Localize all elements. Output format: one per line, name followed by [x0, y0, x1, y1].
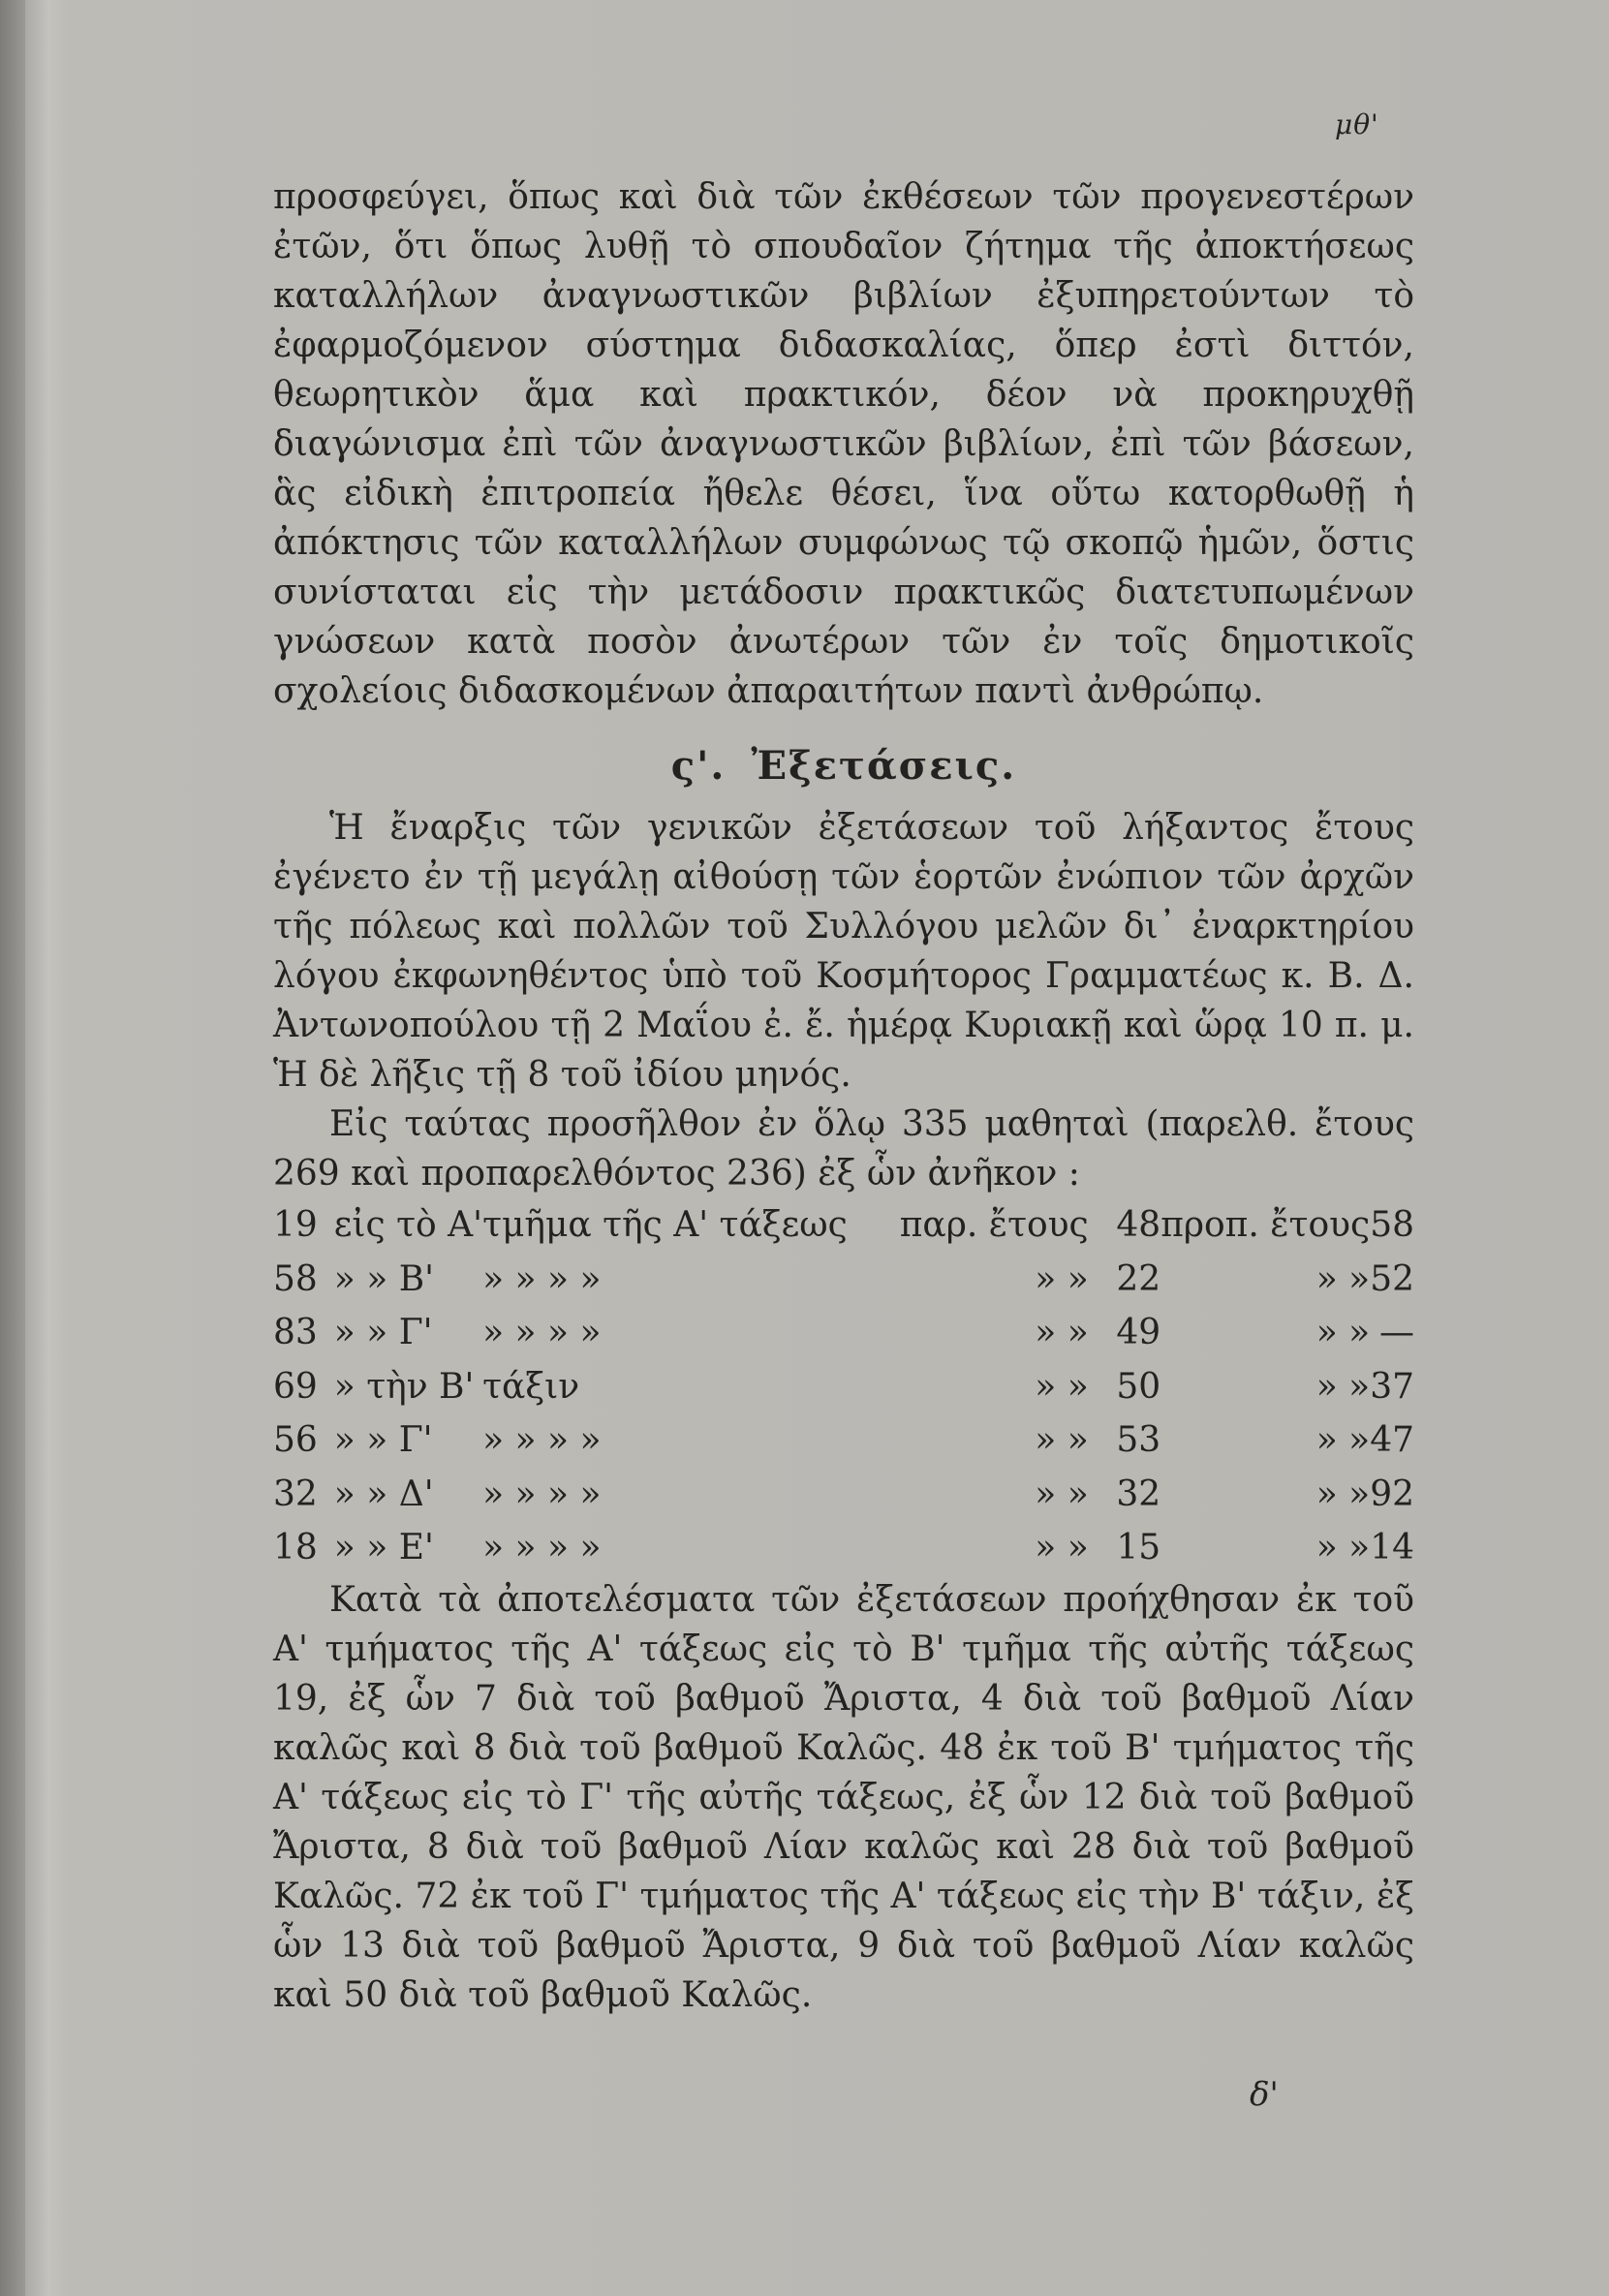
- paragraph-exam-opening: Ἡ ἔναρξις τῶν γενικῶν ἐξετάσεων τοῦ λήξαντος ἔτους ἐγένετο ἐν τῇ μεγάλῃ αἰθούσῃ τῶν ἑορτῶν ἐνώπιον τῶν ἀρχῶν τῆς πόλεως καὶ πολλῶν τοῦ Συλλόγου μελῶν δι᾽ ἐναρκτηρίου λόγου ἐκφωνηθέντος ὑπὸ τοῦ Κοσμήτορος Γραμματέως κ. Β. Δ. Ἀντωνοπούλου τῇ 2 Μαΐου ἐ. ἔ. ἡμέρᾳ Κυριακῇ καὶ ὥρᾳ 10 π. μ. Ἡ δὲ λῆξις τῇ 8 τοῦ ἰδίου μηνός.: [273, 808, 1414, 1095]
- book-spine-shadow: [0, 0, 25, 2296]
- students-per-class-table: [273, 1198, 1414, 1575]
- row-prev-count: 15: [1116, 1528, 1161, 1568]
- row-prevprev-count: 14: [1370, 1528, 1414, 1568]
- table-row: [273, 1413, 1414, 1468]
- row-class-ref: » τὴν Β': [333, 1366, 475, 1407]
- table-row: [273, 1198, 1414, 1253]
- row-prevprev-count: 58: [1370, 1205, 1414, 1246]
- paragraph-proposal: προσφεύγει, ὅπως καὶ διὰ τῶν ἐκθέσεων τῶν προγενεστέρων ἐτῶν, ὅτι ὅπως λυθῇ τὸ σπουδαῖον ζήτημα τῆς ἀποκτήσεως καταλλήλων ἀναγνωστικῶν βιβλίων ἐξυπηρετούντων τὸ ἐφαρμοζόμενον σύστημα διδασκαλίας, ὅπερ ἐστὶ διττόν, θεωρητικὸν ἅμα καὶ πρακτικόν, δέον νὰ προκηρυχθῇ διαγώνισμα ἐπὶ τῶν ἀναγνωστικῶν βιβλίων, ἐπὶ τῶν βάσεων, ἃς εἰδικὴ ἐπιτροπεία ἤθελε θέσει, ἵνα οὕτω κατορθωθῇ ἡ ἀπόκτησις τῶν καταλλήλων συμφώνως τῷ σκοπῷ ἡμῶν, ὅστις συνίσταται εἰς τὴν μετάδοσιν πρακτικῶς διατετυπωμένων γνώσεων κατὰ ποσὸν ἀνωτέρων τῶν ἐν τοῖς δημοτικοῖς σχολείοις διδασκομένων ἀπαραιτήτων παντὶ ἀνθρώπῳ.: [273, 177, 1414, 711]
- row-prev-label: » »: [1035, 1366, 1089, 1407]
- row-prevprev-count: 52: [1370, 1258, 1414, 1299]
- row-count: 56: [273, 1420, 318, 1461]
- row-description: » » » »: [482, 1420, 602, 1461]
- paragraph-results: Κατὰ τὰ ἀποτελέσματα τῶν ἐξετάσεων προήχθησαν ἐκ τοῦ Α' τμήματος τῆς Α' τάξεως εἰς τὸ Β' τμῆμα τῆς αὐτῆς τάξεως 19, ἐξ ὧν 7 διὰ τοῦ βαθμοῦ Ἄριστα, 4 διὰ τοῦ βαθμοῦ Λίαν καλῶς καὶ 8 διὰ τοῦ βαθμοῦ Καλῶς. 48 ἐκ τοῦ Β' τμήματος τῆς Α' τάξεως εἰς τὸ Γ' τῆς αὐτῆς τάξεως, ἐξ ὧν 12 διὰ τοῦ βαθμοῦ Ἄριστα, 8 διὰ τοῦ βαθμοῦ Λίαν καλῶς καὶ 28 διὰ τοῦ βαθμοῦ Καλῶς. 72 ἐκ τοῦ Γ' τμήματος τῆς Α' τάξεως εἰς τὴν Β' τάξιν, ἐξ ὧν 13 διὰ τοῦ βαθμοῦ Ἄριστα, 9 διὰ τοῦ βαθμοῦ Λίαν καλῶς καὶ 50 διὰ τοῦ βαθμοῦ Καλῶς.: [273, 1579, 1414, 2015]
- table-row: [273, 1306, 1414, 1360]
- table-row: [273, 1468, 1414, 1522]
- row-description: τμῆμα τῆς Α' τάξεως: [482, 1205, 848, 1246]
- row-prev-count: 48: [1116, 1205, 1161, 1246]
- row-count: 32: [273, 1474, 318, 1514]
- row-class-ref: εἰς τὸ Α': [333, 1205, 483, 1246]
- row-prevprev-count: 37: [1370, 1366, 1414, 1407]
- row-prev-label: » »: [1035, 1528, 1089, 1568]
- row-class-ref: » » Γ': [333, 1420, 433, 1461]
- row-prev-label: » »: [1035, 1474, 1089, 1514]
- row-prev-count: 32: [1116, 1474, 1161, 1514]
- row-prev-count: 49: [1116, 1313, 1161, 1353]
- body-text: [273, 172, 1414, 2020]
- row-count: 83: [273, 1313, 318, 1353]
- row-count: 18: [273, 1528, 318, 1568]
- row-class-ref: » » Β': [333, 1258, 435, 1299]
- row-count: 19: [273, 1205, 318, 1246]
- section-title: Ἐξετάσεις.: [751, 743, 1017, 789]
- row-prev-label: » »: [1035, 1313, 1089, 1353]
- row-prev-label: παρ. ἔτους: [899, 1205, 1089, 1246]
- section-number: ς'.: [670, 743, 727, 789]
- row-description: » » » »: [482, 1528, 602, 1568]
- row-prevprev-count: 47: [1370, 1420, 1414, 1461]
- row-class-ref: » » Γ': [333, 1313, 433, 1353]
- table-row: [273, 1360, 1414, 1414]
- table-row: [273, 1521, 1414, 1575]
- row-prevprev-label: προπ. ἔτους: [1160, 1205, 1371, 1246]
- row-prevprev-label: » »: [1315, 1474, 1371, 1514]
- row-count: 58: [273, 1258, 318, 1299]
- row-description: » » » »: [482, 1474, 602, 1514]
- row-description: τάξιν: [482, 1366, 580, 1407]
- row-prev-count: 50: [1116, 1366, 1161, 1407]
- row-description: » » » »: [482, 1258, 602, 1299]
- row-description: » » » »: [482, 1313, 602, 1353]
- row-prevprev-label: » »: [1315, 1258, 1371, 1299]
- page-number: μθ': [1335, 109, 1379, 140]
- row-class-ref: » » Ε': [333, 1528, 434, 1568]
- row-prevprev-count: —: [1379, 1313, 1414, 1353]
- row-count: 69: [273, 1366, 318, 1407]
- row-class-ref: » » Δ': [333, 1474, 434, 1514]
- table-row: [273, 1253, 1414, 1307]
- row-prev-label: » »: [1035, 1258, 1089, 1299]
- section-heading: [273, 739, 1414, 793]
- row-prevprev-label: » »: [1315, 1528, 1371, 1568]
- paragraph-attendance: Εἰς ταύτας προσῆλθον ἐν ὅλῳ 335 μαθηταὶ (παρελθ. ἔτους 269 καὶ προπαρελθόντος 236) ἐξ ὧν ἀνῆκον :: [273, 1104, 1414, 1194]
- row-prevprev-label: » »: [1315, 1366, 1371, 1407]
- row-prev-count: 22: [1116, 1258, 1161, 1299]
- row-prev-count: 53: [1116, 1420, 1161, 1461]
- signature-mark: δ': [1250, 2075, 1279, 2114]
- row-prev-label: » »: [1035, 1420, 1089, 1461]
- row-prevprev-label: » »: [1315, 1420, 1371, 1461]
- row-prevprev-count: 92: [1370, 1474, 1414, 1514]
- row-prevprev-label: » »: [1315, 1313, 1371, 1353]
